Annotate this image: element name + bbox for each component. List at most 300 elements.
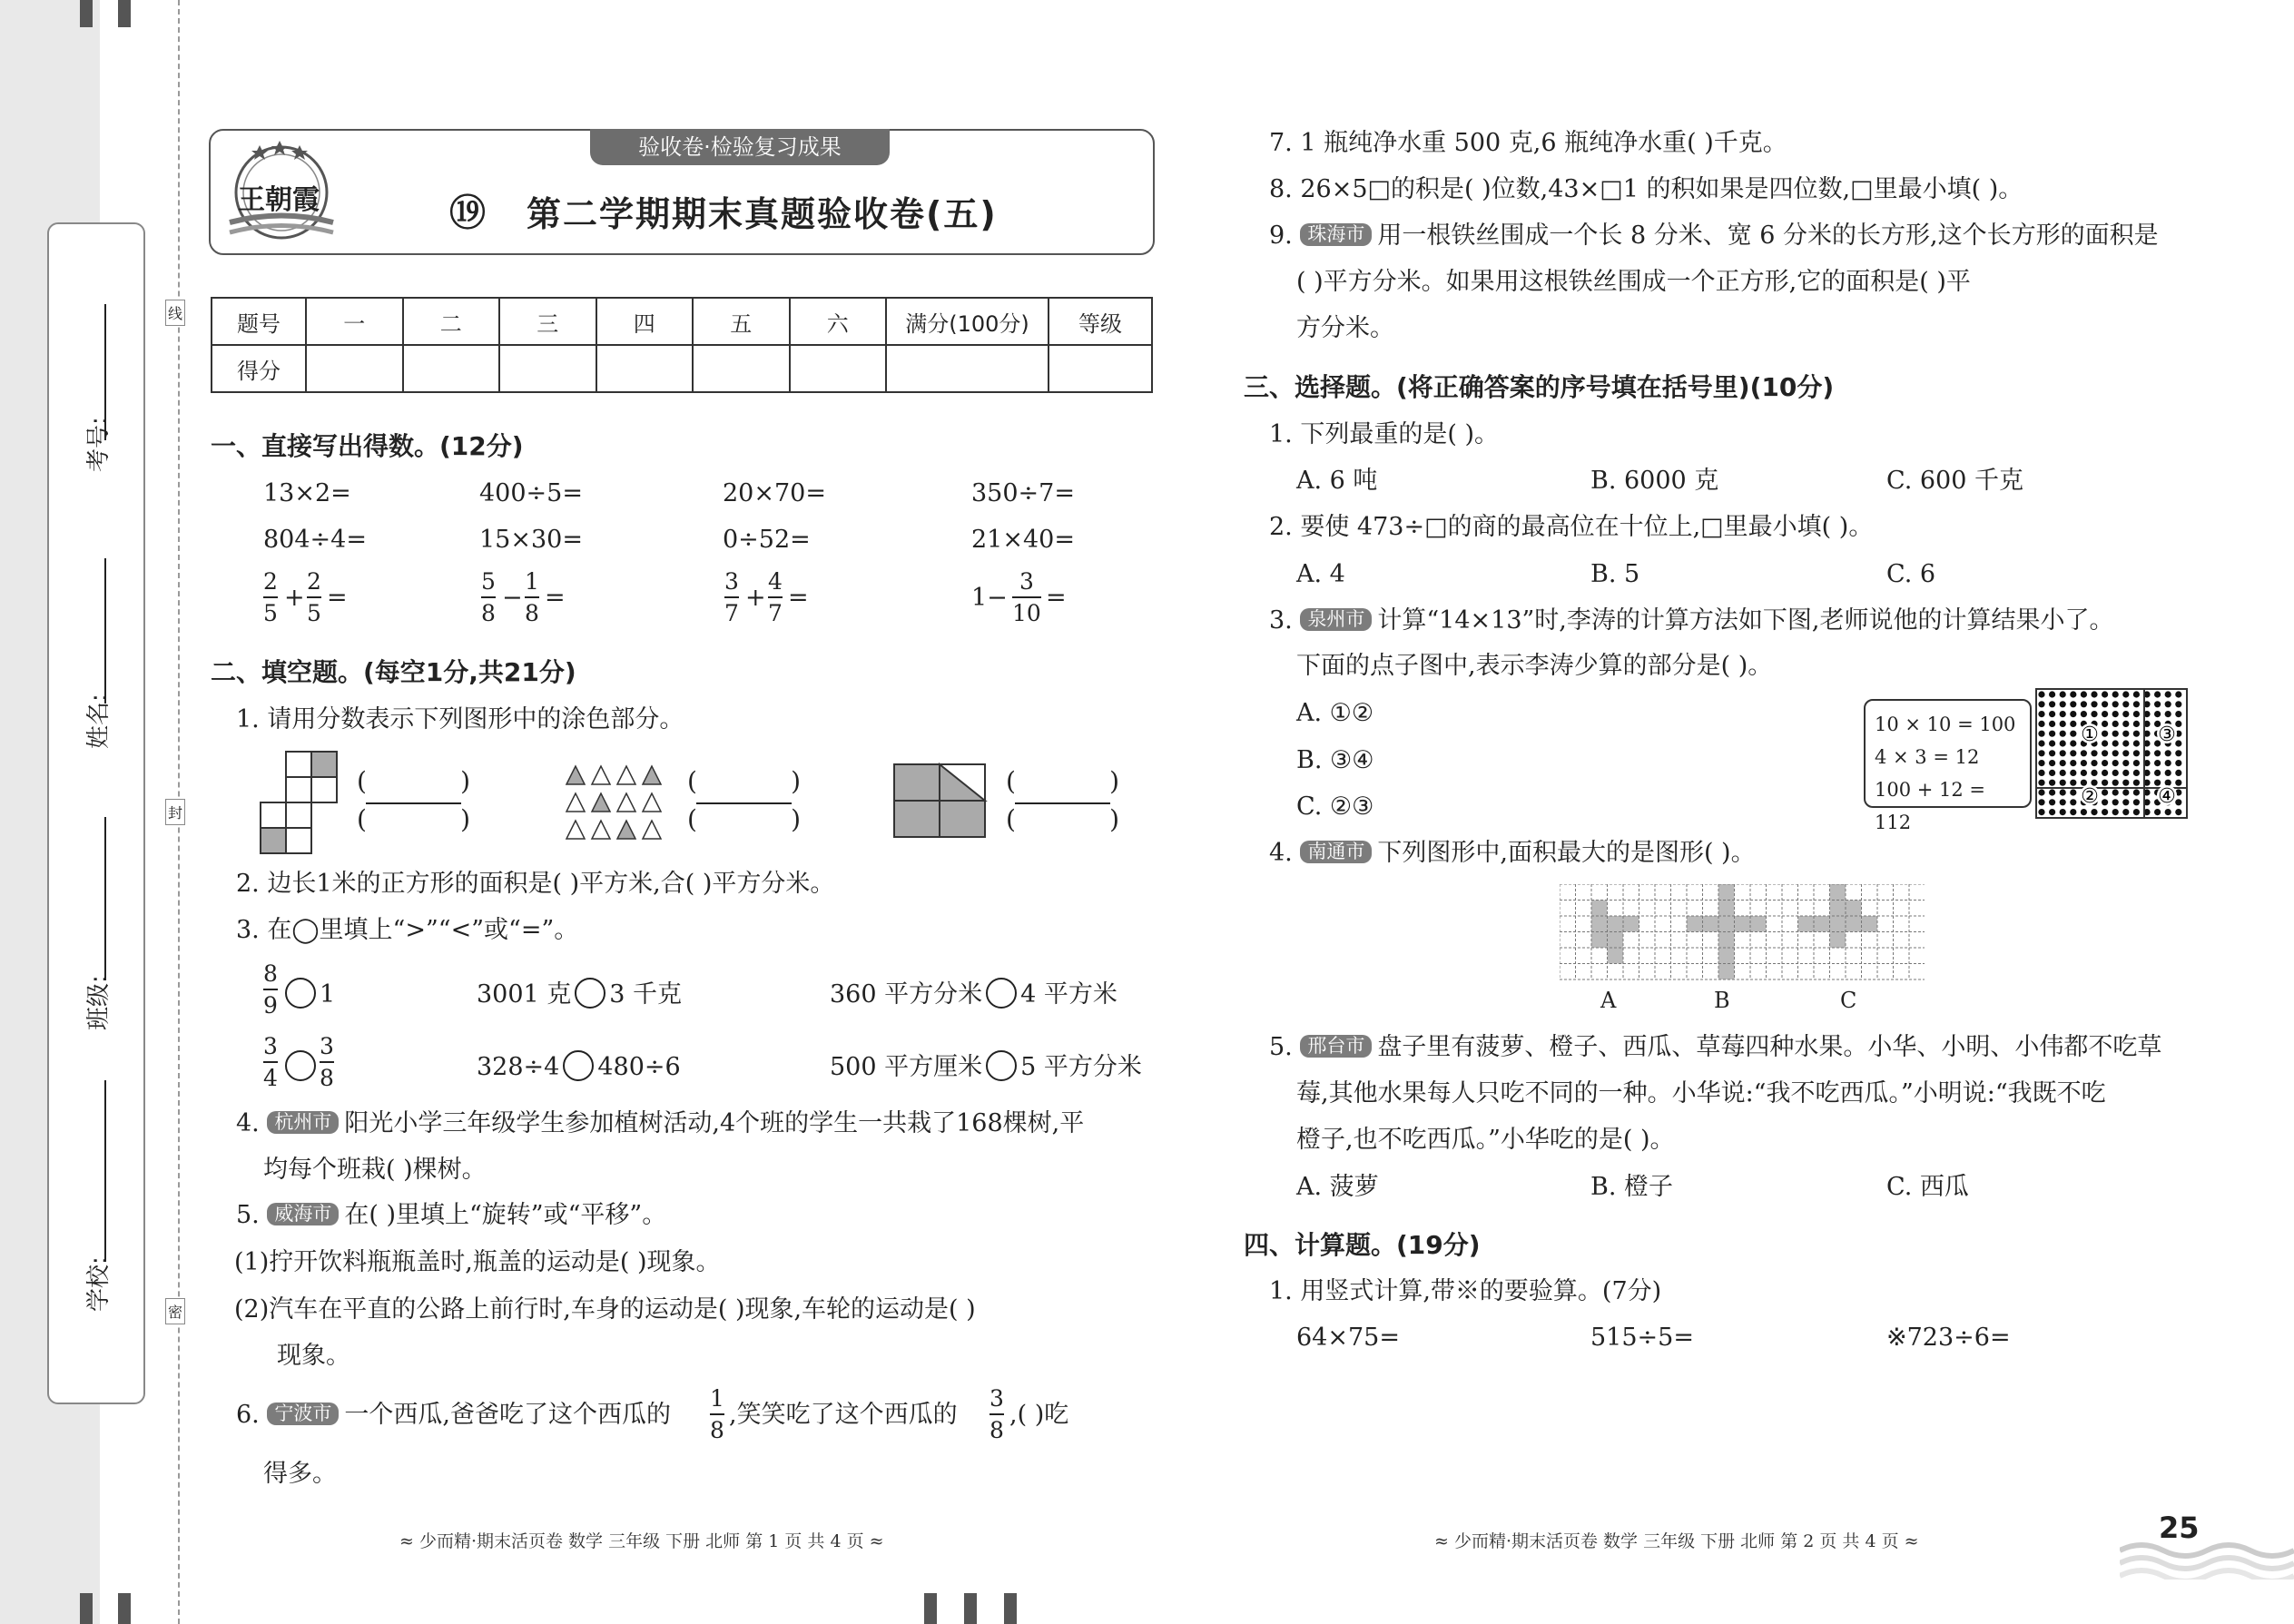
- compare-circle[interactable]: [575, 978, 605, 1009]
- dot: [2060, 711, 2066, 717]
- calc-item: 13×2=: [263, 479, 351, 507]
- dot: [2102, 731, 2108, 737]
- dot: [2175, 760, 2181, 766]
- dot: [2133, 711, 2140, 717]
- dot: [2154, 711, 2161, 717]
- score-header-cell: 题号: [212, 298, 306, 345]
- dot: [2070, 740, 2076, 746]
- dot: [2175, 770, 2181, 776]
- binding-mark: [80, 1593, 93, 1624]
- score-cell[interactable]: [1049, 345, 1152, 392]
- question-2-6-cont: 得多。: [263, 1460, 337, 1488]
- choice-option[interactable]: B. 6000 克: [1590, 467, 1719, 495]
- dot: [2038, 711, 2044, 717]
- dot: [2060, 760, 2066, 766]
- dot: [2038, 770, 2044, 776]
- fraction: 1 8: [525, 568, 539, 626]
- dot: [2122, 750, 2129, 756]
- choice-3: 3. 泉州市 计算“14×13”时,李涛的计算方法如下图,老师说他的计算结果小了。: [1269, 606, 2114, 635]
- score-table: [211, 297, 1153, 393]
- calc-item: 15×30=: [479, 526, 583, 554]
- choice-option[interactable]: C. 6: [1886, 560, 1936, 588]
- binding-secret-char: 密: [165, 1298, 185, 1324]
- dot: [2122, 701, 2129, 707]
- dot: [2133, 750, 2140, 756]
- shape-cell: [1798, 916, 1815, 932]
- dot: [2112, 701, 2119, 707]
- score-header-cell: 六: [790, 298, 887, 345]
- shape-cell: [1718, 916, 1735, 932]
- shape-cell: [1608, 916, 1624, 932]
- question-2-6: 6. 宁波市 一个西瓜,爸爸吃了这个西瓜的: [236, 1401, 671, 1429]
- calc-method-box: [1864, 699, 2032, 833]
- student-info-box: [47, 222, 145, 1404]
- dot: [2091, 691, 2097, 697]
- calc-item: 0÷52=: [723, 526, 811, 554]
- quadrant-label: ①: [2081, 723, 2099, 746]
- dot: [2038, 799, 2044, 805]
- dot: [2070, 789, 2076, 795]
- choice-1: 1. 下列最重的是( )。: [1269, 420, 1499, 448]
- region-tag: 邢台市: [1300, 1035, 1372, 1058]
- compare-circle[interactable]: [986, 978, 1017, 1009]
- dot: [2165, 750, 2171, 756]
- equals: =: [545, 584, 566, 612]
- dot: [2133, 701, 2140, 707]
- equals: =: [788, 584, 809, 612]
- dot: [2038, 691, 2044, 697]
- dot: [2175, 711, 2181, 717]
- dot: [2122, 731, 2129, 737]
- score-cell[interactable]: [403, 345, 500, 392]
- dot: [2133, 731, 2140, 737]
- score-cell[interactable]: [499, 345, 596, 392]
- shape-cell: [1608, 932, 1624, 949]
- dot: [2175, 721, 2181, 727]
- shaded-figure-1: [259, 750, 340, 854]
- choice-option[interactable]: A. 6 吨: [1296, 467, 1378, 495]
- region-tag: 杭州市: [267, 1111, 339, 1134]
- fraction: 4 7: [768, 568, 783, 626]
- equals: =: [1046, 584, 1067, 612]
- score-header-cell: 等级: [1049, 298, 1152, 345]
- score-cell[interactable]: [790, 345, 887, 392]
- fraction: 3 10: [1012, 568, 1041, 626]
- dot: [2133, 809, 2140, 815]
- dot: [2060, 731, 2066, 737]
- dot: [2060, 691, 2066, 697]
- region-tag: 南通市: [1300, 841, 1372, 863]
- compare-circle[interactable]: [986, 1050, 1017, 1081]
- dot: [2133, 691, 2140, 697]
- compare-circle[interactable]: [285, 978, 316, 1009]
- dot: [2175, 809, 2181, 815]
- region-tag: 威海市: [267, 1203, 339, 1225]
- dot: [2112, 789, 2119, 795]
- calc-item: 20×70=: [723, 479, 826, 507]
- dot: [2112, 721, 2119, 727]
- fraction: 2 5: [263, 568, 278, 626]
- dot: [2038, 740, 2044, 746]
- calc-line: 10 × 10 = 100: [1875, 714, 2016, 735]
- dot: [2154, 701, 2161, 707]
- dot: [2112, 799, 2119, 805]
- fraction: 1 8: [710, 1385, 724, 1443]
- dot: [2081, 809, 2087, 815]
- dot: [2112, 711, 2119, 717]
- paper-number: ⑲: [449, 192, 486, 234]
- binding-mark: [1004, 1593, 1017, 1624]
- shape-label-a: A: [1600, 988, 1617, 1013]
- compare-item: 1: [281, 978, 335, 1009]
- dot: [2165, 760, 2171, 766]
- dot: [2112, 691, 2119, 697]
- class-label: 班级:: [85, 975, 113, 1030]
- question-2-5-1: (1)拧开饮料瓶瓶盖时,瓶盖的运动是( )现象。: [234, 1248, 721, 1276]
- score-header-cell: 满分(100分): [886, 298, 1049, 345]
- choice-5-cont: 莓,其他水果每人只吃不同的一种。小华说:“我不吃西瓜。”小明说:“我既不吃: [1296, 1079, 2106, 1107]
- dot: [2175, 691, 2181, 697]
- shape-cell: [1814, 916, 1830, 932]
- dot: [2049, 701, 2055, 707]
- page-corner-waves: [2120, 1525, 2294, 1580]
- dot: [2154, 750, 2161, 756]
- shape-cell: [1830, 884, 1846, 901]
- dot: [2038, 809, 2044, 815]
- shape-label-b: B: [1714, 988, 1730, 1013]
- question-2-6-mid: ,笑笑吃了这个西瓜的: [729, 1401, 958, 1429]
- choice-5-cont2: 橙子,也不吃西瓜。”小华吃的是( )。: [1296, 1126, 1675, 1154]
- banner: [590, 129, 890, 165]
- shape-cell: [1718, 964, 1735, 980]
- choice-3-cont: 下面的点子图中,表示李涛少算的部分是( )。: [1296, 652, 1773, 680]
- question-2-9-cont2: 方分米。: [1296, 314, 1394, 342]
- page-title: 第二学期期末真题验收卷(五): [527, 194, 998, 234]
- dot: [2133, 799, 2140, 805]
- score-cell[interactable]: [306, 345, 403, 392]
- dot: [2122, 711, 2129, 717]
- dot: [2038, 721, 2044, 727]
- dot: [2070, 770, 2076, 776]
- dot: [2038, 780, 2044, 786]
- dot: [2122, 799, 2129, 805]
- shaded-figure-2: [565, 764, 669, 842]
- dot: [2038, 731, 2044, 737]
- question-2-9: 9. 珠海市 用一根铁丝围成一个长 8 分米、宽 6 分米的长方形,这个长方形的面积是: [1269, 221, 2159, 250]
- dot: [2165, 770, 2171, 776]
- dot: [2133, 789, 2140, 795]
- binding-mark: [964, 1593, 977, 1624]
- dot: [2038, 760, 2044, 766]
- dot: [2175, 750, 2181, 756]
- choice-option[interactable]: B. ③④: [1296, 746, 1374, 774]
- dot: [2070, 760, 2076, 766]
- school-line: [104, 1080, 106, 1262]
- compare-item: 360 平方分米 4 平方米: [830, 978, 1117, 1009]
- dot: [2049, 711, 2055, 717]
- dot: [2081, 770, 2087, 776]
- score-cell[interactable]: [596, 345, 694, 392]
- dot: [2081, 701, 2087, 707]
- banner-text: 验收卷·检验复习成果: [638, 134, 842, 160]
- question-2-4: 4. 杭州市 阳光小学三年级学生参加植树活动,4个班的学生一共栽了168棵树,平: [236, 1109, 1085, 1137]
- dot: [2070, 711, 2076, 717]
- dot: [2154, 760, 2161, 766]
- footer-right: ≈ 少而精·期末活页卷 数学 三年级 下册 北师 第 2 页 共 4 页 ≈: [1434, 1531, 1919, 1551]
- dot: [2038, 750, 2044, 756]
- dot: [2060, 799, 2066, 805]
- dot: [2122, 740, 2129, 746]
- quadrant-label: ④: [2158, 785, 2176, 808]
- choice-5: 5. 邢台市 盘子里有菠萝、橙子、西瓜、草莓四种水果。小华、小明、小伟都不吃草: [1269, 1033, 2162, 1061]
- exam-no-line: [104, 304, 106, 440]
- compare-item: [281, 1050, 320, 1081]
- choice-option[interactable]: B. 5: [1590, 560, 1640, 588]
- question-2-7: 7. 1 瓶纯净水重 500 克,6 瓶纯净水重( )千克。: [1269, 129, 1787, 157]
- compare-circle[interactable]: [563, 1050, 594, 1081]
- dot: [2122, 780, 2129, 786]
- compare-item: 500 平方厘米 5 平方分米: [830, 1050, 1142, 1081]
- dot: [2049, 770, 2055, 776]
- dot: [2091, 809, 2097, 815]
- dot: [2122, 789, 2129, 795]
- question-2-3: 3. 在◯里填上“>”“<”或“=”。: [236, 916, 579, 944]
- dot: [2175, 740, 2181, 746]
- question-2-2: 2. 边长1米的正方形的面积是( )平方米,合( )平方分米。: [236, 870, 835, 898]
- compare-item: 328÷4 480÷6: [477, 1050, 681, 1081]
- dot: [2049, 731, 2055, 737]
- dot: [2112, 770, 2119, 776]
- shape-cell: [1718, 932, 1735, 949]
- dot: [2122, 770, 2129, 776]
- calc-item: 21×40=: [971, 526, 1075, 554]
- dot: [2102, 760, 2108, 766]
- compare-circle[interactable]: [285, 1050, 316, 1081]
- grid-shapes: [1560, 884, 1925, 980]
- dot: [2091, 711, 2097, 717]
- dot: [2102, 701, 2108, 707]
- dot: [2060, 750, 2066, 756]
- calc-item: 804÷4=: [263, 526, 367, 554]
- dot: [2133, 770, 2140, 776]
- shape-cell: [1718, 948, 1735, 964]
- dot: [2102, 809, 2108, 815]
- dot-grid: [2035, 688, 2188, 819]
- shape-cell: [1703, 916, 1719, 932]
- shape-label-c: C: [1840, 988, 1857, 1013]
- vertical-calc-item: ※723÷6=: [1886, 1324, 2011, 1352]
- dot: [2060, 789, 2066, 795]
- binding-mark: [80, 0, 93, 27]
- shape-cell: [1591, 916, 1608, 932]
- score-header-cell: 四: [596, 298, 694, 345]
- fraction: 8 9: [263, 960, 278, 1019]
- choice-option[interactable]: C. ②③: [1296, 792, 1374, 821]
- fraction: 3 8: [320, 1033, 334, 1091]
- dot: [2112, 750, 2119, 756]
- dot: [2049, 789, 2055, 795]
- score-header-cell: 五: [693, 298, 790, 345]
- dot: [2154, 691, 2161, 697]
- operator: +: [284, 584, 305, 612]
- fraction: 3 7: [724, 568, 739, 626]
- dot: [2102, 799, 2108, 805]
- dot: [2060, 740, 2066, 746]
- choice-option[interactable]: C. 600 千克: [1886, 467, 2023, 495]
- dot: [2049, 721, 2055, 727]
- score-row-label: 得分: [212, 345, 306, 392]
- dot: [2070, 799, 2076, 805]
- section-1-title: 一、直接写出得数。(12分): [211, 431, 524, 461]
- shape-cell: [1750, 916, 1767, 932]
- region-tag: 珠海市: [1300, 223, 1372, 246]
- shape-cell: [1862, 916, 1878, 932]
- question-2-4-cont: 均每个班栽( )棵树。: [263, 1156, 487, 1184]
- dot: [2070, 701, 2076, 707]
- dot: [2165, 691, 2171, 697]
- dot: [2060, 809, 2066, 815]
- answer-fraction-3[interactable]: ( ) ( ): [1006, 766, 1119, 834]
- section-2-title: 二、填空题。(每空1分,共21分): [211, 657, 576, 687]
- dot: [2122, 760, 2129, 766]
- dot: [2133, 740, 2140, 746]
- footer-left: ≈ 少而精·期末活页卷 数学 三年级 下册 北师 第 1 页 共 4 页 ≈: [399, 1531, 884, 1551]
- dot: [2102, 740, 2108, 746]
- question-2-9-cont: ( )平方分米。如果用这根铁丝围成一个正方形,它的面积是( )平: [1296, 268, 1971, 296]
- shape-cell: [1623, 916, 1639, 932]
- dot: [2049, 750, 2055, 756]
- calc-line: 100 + 12 = 112: [1875, 779, 1986, 833]
- choice-option[interactable]: A. 4: [1296, 560, 1345, 588]
- dot: [2049, 799, 2055, 805]
- dot: [2175, 799, 2181, 805]
- choice-option[interactable]: C. 西瓜: [1886, 1173, 1969, 1201]
- quadrant-label: ③: [2158, 723, 2176, 746]
- dot: [2049, 760, 2055, 766]
- shape-cell: [1687, 916, 1703, 932]
- dot: [2133, 721, 2140, 727]
- shape-cell: [1591, 901, 1608, 917]
- fraction: 3 4: [263, 1033, 278, 1091]
- dot: [2133, 760, 2140, 766]
- shape-cell: [1718, 901, 1735, 917]
- vertical-calc-item: 64×75=: [1296, 1324, 1400, 1352]
- question-2-8: 8. 26×5□的积是( )位数,43×□1 的积如果是四位数,□里最小填( )。: [1269, 175, 2023, 203]
- dot: [2102, 721, 2108, 727]
- dot: [2091, 701, 2097, 707]
- operator: +: [745, 584, 766, 612]
- answer-fraction-1[interactable]: ( ) ( ): [357, 766, 470, 834]
- class-line: [104, 817, 106, 980]
- score-header-cell: 一: [306, 298, 403, 345]
- dot: [2112, 809, 2119, 815]
- choice-option[interactable]: A. 菠萝: [1296, 1173, 1379, 1201]
- shape-cell: [1718, 884, 1735, 901]
- name-label: 姓名:: [85, 694, 113, 749]
- logo-text: 王朝霞: [238, 184, 320, 216]
- dot: [2081, 711, 2087, 717]
- shape-cell: [1830, 901, 1846, 917]
- dot: [2154, 809, 2161, 815]
- quadrant-label: ②: [2081, 785, 2099, 808]
- dot: [2081, 691, 2087, 697]
- choice-option[interactable]: B. 橙子: [1590, 1173, 1674, 1201]
- binding-mark: [118, 1593, 131, 1624]
- dot: [2038, 789, 2044, 795]
- dot: [2060, 780, 2066, 786]
- dot: [2038, 701, 2044, 707]
- shape-cell: [1846, 901, 1862, 917]
- calc-item: 400÷5=: [479, 479, 583, 507]
- school-label: 学校:: [85, 1256, 113, 1312]
- equals: =: [327, 584, 348, 612]
- dot: [2165, 809, 2171, 815]
- dot: [2081, 750, 2087, 756]
- shape-cell: [1846, 916, 1862, 932]
- binding-seal-char: 封: [165, 799, 185, 825]
- dot: [2091, 760, 2097, 766]
- answer-fraction-2[interactable]: ( ) ( ): [687, 766, 801, 834]
- score-cell[interactable]: [693, 345, 790, 392]
- question-2-6-end: ,( )吃: [1009, 1401, 1069, 1429]
- dot: [2102, 770, 2108, 776]
- question-2-5: 5. 威海市 在( )里填上“旋转”或“平移”。: [236, 1201, 667, 1229]
- score-header-cell: 二: [403, 298, 500, 345]
- choice-option[interactable]: A. ①②: [1296, 699, 1374, 727]
- binding-mark: [118, 0, 131, 27]
- page-number: 25: [2159, 1511, 2200, 1545]
- shape-cell: [1608, 948, 1624, 964]
- dot: [2154, 770, 2161, 776]
- score-cell[interactable]: [886, 345, 1049, 392]
- shape-cell: [1735, 916, 1751, 932]
- calc-item: 350÷7=: [971, 479, 1075, 507]
- region-tag: 泉州市: [1300, 608, 1372, 631]
- binding-line-char: 线: [165, 300, 185, 326]
- dot: [2165, 701, 2171, 707]
- shape-cell: [1830, 916, 1846, 932]
- compare-item: 3001 克 3 千克: [477, 978, 682, 1009]
- question-2-5-2: (2)汽车在平直的公路上前行时,车身的运动是( )现象,车轮的运动是( ): [234, 1295, 976, 1324]
- dot: [2102, 750, 2108, 756]
- dot: [2060, 770, 2066, 776]
- dot: [2165, 711, 2171, 717]
- operator: 1−: [971, 584, 1008, 612]
- dot: [2049, 780, 2055, 786]
- region-tag: 宁波市: [267, 1403, 339, 1425]
- dot: [2091, 750, 2097, 756]
- dot: [2081, 760, 2087, 766]
- dot: [2122, 809, 2129, 815]
- fraction: 2 5: [307, 568, 321, 626]
- dot: [2102, 789, 2108, 795]
- dot: [2175, 780, 2181, 786]
- calc-line: 4 × 3 = 12: [1875, 746, 1980, 768]
- dot: [2060, 721, 2066, 727]
- score-header-cell: 三: [499, 298, 596, 345]
- section-4-title: 四、计算题。(19分): [1244, 1230, 1481, 1260]
- fraction: 3 8: [989, 1385, 1004, 1443]
- choice-2: 2. 要使 473÷□的商的最高位在十位上,□里最小填( )。: [1269, 513, 1874, 541]
- dot: [2060, 701, 2066, 707]
- calc-question-1: 1. 用竖式计算,带※的要验算。(7分): [1269, 1277, 1662, 1305]
- dot: [2112, 740, 2119, 746]
- dot: [2112, 780, 2119, 786]
- dot: [2102, 711, 2108, 717]
- vertical-calc-item: 515÷5=: [1590, 1324, 1694, 1352]
- dot: [2133, 780, 2140, 786]
- dot: [2070, 721, 2076, 727]
